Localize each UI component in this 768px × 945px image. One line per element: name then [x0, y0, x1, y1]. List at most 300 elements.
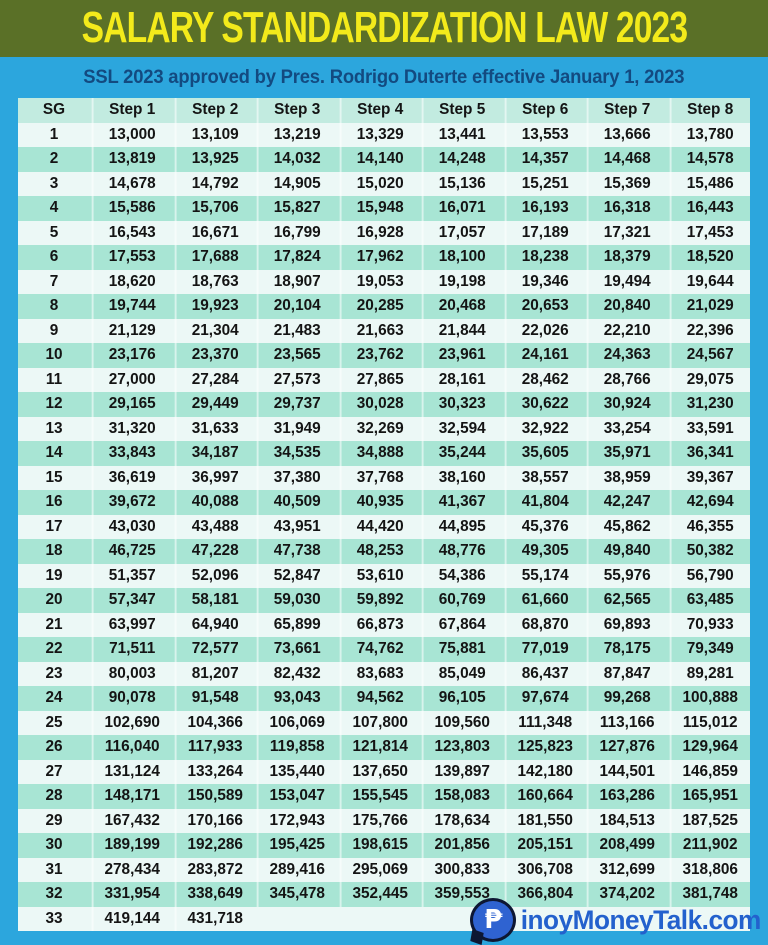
table-cell: 150,589: [174, 784, 253, 809]
column-header: Step 6: [504, 98, 583, 123]
table-cell-sg: 21: [45, 615, 63, 633]
table-cell: 77,019: [504, 637, 583, 662]
table-row: [18, 809, 750, 834]
table-cell: 29,165: [92, 392, 171, 417]
table-cell: 87,847: [587, 662, 666, 687]
table-cell: 13,329: [339, 123, 418, 148]
table-row: [18, 466, 750, 491]
table-cell: 79,349: [669, 637, 748, 662]
table-cell-sg: 33: [45, 909, 63, 927]
table-cell: 89,281: [669, 662, 748, 687]
table-cell: 22,210: [587, 319, 666, 344]
table-cell: 19,644: [669, 270, 748, 295]
table-cell: 40,509: [257, 490, 336, 515]
table-cell: 16,193: [504, 196, 583, 221]
table-cell-sg: 31: [45, 860, 63, 878]
salary-grade-table: [18, 98, 750, 935]
table-row: [18, 515, 750, 540]
table-cell: 46,355: [669, 515, 748, 540]
table-cell: 99,268: [587, 686, 666, 711]
table-cell: 28,462: [504, 368, 583, 393]
table-cell: 90,078: [92, 686, 171, 711]
table-cell: 23,370: [174, 343, 253, 368]
column-header-sg: SG: [42, 101, 66, 118]
table-row: [18, 588, 750, 613]
table-row: [18, 270, 750, 295]
table-row: [18, 711, 750, 736]
table-cell: 32,922: [504, 417, 583, 442]
table-cell: 16,318: [587, 196, 666, 221]
table-cell: 45,376: [504, 515, 583, 540]
table-row: [18, 760, 750, 785]
table-cell: 47,738: [257, 539, 336, 564]
table-cell: 13,780: [669, 123, 748, 148]
table-cell: 30,924: [587, 392, 666, 417]
table-cell: 23,565: [257, 343, 336, 368]
table-cell: 17,189: [504, 221, 583, 246]
table-cell: 208,499: [587, 833, 666, 858]
column-header: Step 2: [174, 98, 253, 123]
table-cell: 66,873: [339, 613, 418, 638]
table-cell: 58,181: [174, 588, 253, 613]
table-cell: 198,615: [339, 833, 418, 858]
table-cell: 33,843: [92, 441, 171, 466]
table-cell: 40,935: [339, 490, 418, 515]
table-cell-sg: 2: [49, 150, 59, 167]
table-cell: 431,718: [174, 907, 253, 932]
table-row: [18, 441, 750, 466]
table-cell: 189,199: [92, 833, 171, 858]
table-cell: 121,814: [339, 735, 418, 760]
table-cell: 29,737: [257, 392, 336, 417]
table-cell: 14,578: [669, 147, 748, 172]
table-cell: 80,003: [92, 662, 171, 687]
table-cell: 28,161: [422, 368, 501, 393]
table-row: [18, 564, 750, 589]
table-cell-sg: 5: [49, 223, 59, 241]
table-row: [18, 490, 750, 515]
table-cell: 70,933: [669, 613, 748, 638]
table-cell: 28,766: [587, 368, 666, 393]
table-cell: 94,562: [339, 686, 418, 711]
table-cell: 195,425: [257, 833, 336, 858]
table-cell: 17,553: [92, 245, 171, 270]
table-cell: 43,030: [92, 515, 171, 540]
table-cell: 23,762: [339, 343, 418, 368]
peso-logo-icon: [470, 898, 516, 942]
table-cell: 44,420: [339, 515, 418, 540]
table-row: [18, 123, 750, 148]
table-cell: 21,663: [339, 319, 418, 344]
table-cell: 352,445: [339, 882, 418, 907]
table-cell-sg: 16: [45, 493, 63, 510]
table-cell: 278,434: [92, 858, 171, 883]
table-row: [18, 735, 750, 760]
table-cell: 15,827: [257, 196, 336, 221]
table-row: [18, 343, 750, 368]
table-cell: 36,341: [669, 441, 748, 466]
table-cell: 14,140: [339, 147, 418, 172]
title-banner: [0, 0, 768, 57]
table-cell: 13,109: [174, 123, 253, 148]
table-cell: 40,088: [174, 490, 253, 515]
table-cell: 29,449: [174, 392, 253, 417]
subtitle-bar: [0, 57, 768, 98]
table-cell: 19,346: [504, 270, 583, 295]
table-cell: 59,892: [339, 588, 418, 613]
table-cell: 18,238: [504, 245, 583, 270]
table-cell: 30,323: [422, 392, 501, 417]
table-cell: 64,940: [174, 613, 253, 638]
table-cell: 41,367: [422, 490, 501, 515]
table-cell: 31,230: [669, 392, 748, 417]
table-cell: 318,806: [669, 858, 748, 883]
table-cell: 18,100: [422, 245, 501, 270]
table-cell: 15,136: [422, 172, 501, 197]
table-cell: 123,803: [422, 735, 501, 760]
table-cell: 38,959: [587, 466, 666, 491]
table-cell: 56,790: [669, 564, 748, 589]
table-row: [18, 784, 750, 809]
table-cell: 15,020: [339, 172, 418, 197]
table-cell: 104,366: [174, 711, 253, 736]
table-cell: 52,847: [257, 564, 336, 589]
table-cell: 175,766: [339, 809, 418, 834]
table-cell: 49,840: [587, 539, 666, 564]
table-cell: 21,483: [257, 319, 336, 344]
table-cell: 29,075: [669, 368, 748, 393]
table-cell: 33,254: [587, 417, 666, 442]
table-cell: 331,954: [92, 882, 171, 907]
table-cell: 184,513: [587, 809, 666, 834]
table-cell: 17,688: [174, 245, 253, 270]
table-cell: 17,824: [257, 245, 336, 270]
table-cell: 71,511: [92, 637, 171, 662]
table-cell: 13,553: [504, 123, 583, 148]
table-cell: 109,560: [422, 711, 501, 736]
table-cell: 178,634: [422, 809, 501, 834]
table-cell-sg: 27: [45, 762, 63, 780]
table-cell: 31,949: [257, 417, 336, 442]
table-cell: 181,550: [504, 809, 583, 834]
table-cell: 23,961: [422, 343, 501, 368]
table-cell: 20,104: [257, 294, 336, 319]
table-cell: 85,049: [422, 662, 501, 687]
table-cell: 43,951: [257, 515, 336, 540]
table-cell: 24,161: [504, 343, 583, 368]
table-cell: 312,699: [587, 858, 666, 883]
table-cell: 33,591: [669, 417, 748, 442]
table-cell: 27,000: [92, 368, 171, 393]
table-cell: 15,706: [174, 196, 253, 221]
table-cell: 93,043: [257, 686, 336, 711]
table-cell: 17,453: [669, 221, 748, 246]
table-cell-sg: 24: [45, 689, 63, 706]
table-cell-sg: 22: [45, 640, 63, 657]
table-cell: 86,437: [504, 662, 583, 687]
table-cell: 187,525: [669, 809, 748, 834]
table-cell: 32,594: [422, 417, 501, 442]
table-cell: 201,856: [422, 833, 501, 858]
table-cell: 39,672: [92, 490, 171, 515]
table-cell: 119,858: [257, 735, 336, 760]
table-cell: 15,369: [587, 172, 666, 197]
table-cell: 338,649: [174, 882, 253, 907]
table-cell: 117,933: [174, 735, 253, 760]
table-cell: 38,160: [422, 466, 501, 491]
table-cell: 63,997: [92, 613, 171, 638]
table-cell: 15,251: [504, 172, 583, 197]
table-cell-sg: 10: [45, 346, 63, 363]
table-cell: 345,478: [257, 882, 336, 907]
table-cell: 24,567: [669, 343, 748, 368]
table-cell: 34,535: [257, 441, 336, 466]
table-cell: 14,905: [257, 172, 336, 197]
table-cell: 68,870: [504, 613, 583, 638]
table-cell: 43,488: [174, 515, 253, 540]
table-cell: 48,776: [422, 539, 501, 564]
table-row: [18, 196, 750, 221]
table-cell: 146,859: [669, 760, 748, 785]
table-cell: 163,286: [587, 784, 666, 809]
table-cell: 144,501: [587, 760, 666, 785]
table-cell-sg: 8: [49, 297, 59, 314]
table-cell: 300,833: [422, 858, 501, 883]
table-cell: 67,864: [422, 613, 501, 638]
table-row: [18, 613, 750, 638]
table-cell: 19,923: [174, 294, 253, 319]
table-cell-sg: 4: [49, 199, 59, 216]
table-cell: 133,264: [174, 760, 253, 785]
table-cell: 137,650: [339, 760, 418, 785]
table-cell: 289,416: [257, 858, 336, 883]
table-cell-sg: 26: [45, 738, 63, 755]
table-cell: 38,557: [504, 466, 583, 491]
table-cell-sg: 1: [49, 125, 59, 143]
table-row: [18, 172, 750, 197]
table-cell: 53,610: [339, 564, 418, 589]
table-cell: 131,124: [92, 760, 171, 785]
table-cell: 20,285: [339, 294, 418, 319]
column-header: Step 5: [422, 98, 501, 123]
table-cell: 34,187: [174, 441, 253, 466]
table-cell: 41,804: [504, 490, 583, 515]
table-cell: 13,819: [92, 147, 171, 172]
table-cell: 50,382: [669, 539, 748, 564]
table-cell-sg: 11: [45, 370, 63, 388]
table-cell: 14,468: [587, 147, 666, 172]
table-cell: 46,725: [92, 539, 171, 564]
table-cell: 106,069: [257, 711, 336, 736]
table-cell: 165,951: [669, 784, 748, 809]
table-cell: 22,026: [504, 319, 583, 344]
table-cell: 18,379: [587, 245, 666, 270]
table-row: [18, 858, 750, 883]
table-cell-sg: 25: [45, 713, 63, 731]
column-header: Step 7: [587, 98, 666, 123]
table-cell: 13,441: [422, 123, 501, 148]
table-row: [18, 392, 750, 417]
table-cell: 24,363: [587, 343, 666, 368]
table-cell: 16,928: [339, 221, 418, 246]
table-cell: 172,943: [257, 809, 336, 834]
table-cell: 55,174: [504, 564, 583, 589]
table-row: [18, 319, 750, 344]
table-cell: 44,895: [422, 515, 501, 540]
table-cell: 36,997: [174, 466, 253, 491]
table-cell: 52,096: [174, 564, 253, 589]
table-cell: 57,347: [92, 588, 171, 613]
table-cell-sg: 32: [45, 885, 63, 902]
table-cell: 35,605: [504, 441, 583, 466]
table-cell-sg: 9: [49, 321, 59, 339]
table-cell: 17,321: [587, 221, 666, 246]
table-cell: 160,664: [504, 784, 583, 809]
table-cell: 15,486: [669, 172, 748, 197]
table-cell: 17,057: [422, 221, 501, 246]
table-cell: 37,380: [257, 466, 336, 491]
table-cell: 13,925: [174, 147, 253, 172]
table-cell: 21,304: [174, 319, 253, 344]
table-row: [18, 417, 750, 442]
table-row: [18, 539, 750, 564]
table-cell: 139,897: [422, 760, 501, 785]
table-cell: 73,661: [257, 637, 336, 662]
table-cell: 14,248: [422, 147, 501, 172]
table-cell: 72,577: [174, 637, 253, 662]
table-cell: 15,948: [339, 196, 418, 221]
table-cell: 295,069: [339, 858, 418, 883]
table-cell: 97,674: [504, 686, 583, 711]
table-header-row: [18, 98, 750, 123]
table-cell: 42,694: [669, 490, 748, 515]
table-cell: 419,144: [92, 907, 171, 932]
table-cell: 192,286: [174, 833, 253, 858]
table-cell: 45,862: [587, 515, 666, 540]
table-cell: 13,219: [257, 123, 336, 148]
table-row: [18, 368, 750, 393]
table-cell-sg: 14: [45, 444, 63, 461]
table-cell: 102,690: [92, 711, 171, 736]
table-cell: 167,432: [92, 809, 171, 834]
table-cell-sg: 6: [49, 248, 59, 265]
table-cell: 170,166: [174, 809, 253, 834]
table-cell-sg: 18: [45, 542, 63, 559]
table-cell: 62,565: [587, 588, 666, 613]
table-cell: 27,573: [257, 368, 336, 393]
table-cell: 127,876: [587, 735, 666, 760]
table-cell-sg: 12: [45, 395, 63, 412]
table-cell: 366,804: [504, 882, 583, 907]
table-cell: 60,769: [422, 588, 501, 613]
table-cell-sg: 13: [45, 419, 63, 437]
table-cell: 18,520: [669, 245, 748, 270]
column-header: Step 8: [669, 98, 748, 123]
table-row: [18, 662, 750, 687]
table-cell: 18,620: [92, 270, 171, 295]
table-row: [18, 637, 750, 662]
table-cell: 153,047: [257, 784, 336, 809]
table-cell: 14,678: [92, 172, 171, 197]
table-cell: 15,586: [92, 196, 171, 221]
table-cell: 22,396: [669, 319, 748, 344]
table-cell-sg: 17: [45, 517, 63, 535]
table-cell: 82,432: [257, 662, 336, 687]
table-cell: 78,175: [587, 637, 666, 662]
table-cell-sg: 23: [45, 664, 63, 682]
column-header: Step 3: [257, 98, 336, 123]
column-header: Step 4: [339, 98, 418, 123]
table-cell: 107,800: [339, 711, 418, 736]
table-cell: 381,748: [669, 882, 748, 907]
table-row: [18, 686, 750, 711]
table-cell: 211,902: [669, 833, 748, 858]
table-cell: 39,367: [669, 466, 748, 491]
table-cell: 23,176: [92, 343, 171, 368]
table-cell: 125,823: [504, 735, 583, 760]
table-row: [18, 833, 750, 858]
table-cell: 16,671: [174, 221, 253, 246]
table-cell-sg: 15: [45, 468, 63, 486]
table-cell: 155,545: [339, 784, 418, 809]
table-row: [18, 245, 750, 270]
table-cell: 63,485: [669, 588, 748, 613]
page-title: SALARY STANDARDIZATION LAW 2023: [81, 4, 687, 52]
table-cell: 205,151: [504, 833, 583, 858]
subtitle: SSL 2023 approved by Pres. Rodrigo Duterte effective January 1, 2023: [83, 66, 685, 88]
table-cell: 374,202: [587, 882, 666, 907]
table-cell: 158,083: [422, 784, 501, 809]
table-cell: 75,881: [422, 637, 501, 662]
table-cell: 31,320: [92, 417, 171, 442]
table-cell: 116,040: [92, 735, 171, 760]
table-cell: 18,907: [257, 270, 336, 295]
table-cell: 13,000: [92, 123, 171, 148]
table-cell: 30,622: [504, 392, 583, 417]
table-cell-sg: 19: [45, 566, 63, 584]
table-cell: 27,865: [339, 368, 418, 393]
logo-text: inoyMoneyTalk.com: [521, 904, 762, 935]
pinoymoneytalk-logo[interactable]: [470, 898, 765, 942]
table-cell: 283,872: [174, 858, 253, 883]
table-cell: 83,683: [339, 662, 418, 687]
table-cell: 31,633: [174, 417, 253, 442]
table-cell: 54,386: [422, 564, 501, 589]
table-cell: 96,105: [422, 686, 501, 711]
table-cell: 59,030: [257, 588, 336, 613]
table-cell: 19,494: [587, 270, 666, 295]
table-cell: 13,666: [587, 123, 666, 148]
table-cell: 17,962: [339, 245, 418, 270]
table-row: [18, 294, 750, 319]
table-cell: 16,543: [92, 221, 171, 246]
table-cell: 113,166: [587, 711, 666, 736]
table-cell: 20,840: [587, 294, 666, 319]
peso-symbol: ₱: [484, 905, 503, 935]
table-cell: 30,028: [339, 392, 418, 417]
table-cell: 135,440: [257, 760, 336, 785]
table-cell: 35,244: [422, 441, 501, 466]
table-cell: 65,899: [257, 613, 336, 638]
table-cell: 14,792: [174, 172, 253, 197]
table-cell-sg: 30: [45, 836, 63, 853]
column-header: Step 1: [92, 98, 171, 123]
table-cell: 32,269: [339, 417, 418, 442]
table-cell: 18,763: [174, 270, 253, 295]
table-cell: 48,253: [339, 539, 418, 564]
table-cell: 16,443: [669, 196, 748, 221]
table-cell-sg: 3: [49, 174, 59, 192]
